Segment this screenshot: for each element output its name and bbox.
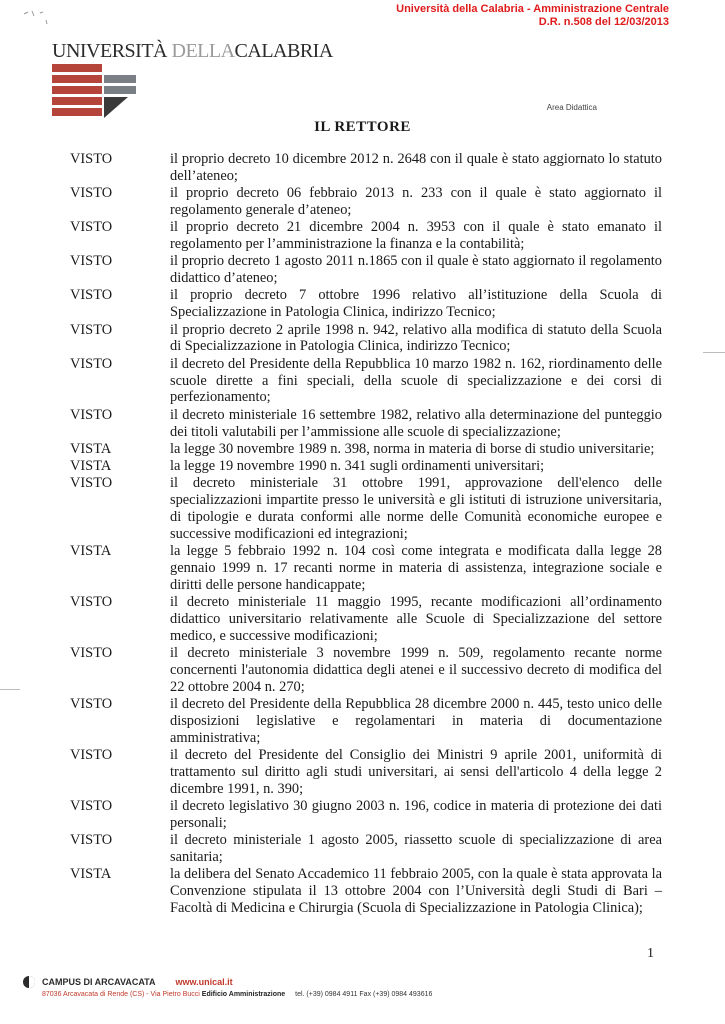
entry-text: la legge 19 novembre 1990 n. 341 sugli ordinamenti universitari; [170,457,545,474]
preamble-entry [70,458,662,475]
entry-text: il proprio decreto 06 febbraio 2013 n. 233 con il quale è stato aggiornato il regolamento generale d’ateneo; [170,185,662,219]
entry-text: il decreto del Presidente del Consiglio dei Ministri 9 aprile 2001, uniformità di trattamento sul diritto agli studi universitari, ai sensi dell'articolo 4 della legge 2 dicembre 1991, n. 390; [170,747,662,797]
entry-keyword: VISTA [70,440,112,457]
preamble-entry [70,441,662,458]
preamble-entry [70,543,662,594]
entry-text: la delibera del Senato Accademico 11 febbraio 2005, con la quale è stata approvata la Convenzione stipulata il 13 ottobre 2004 con l’Università degli Studi di Bari – Facoltà di Medicina e Chirurgia (Scuola di Specializzazione in Patologia Clinica); [170,866,662,917]
university-logo-icon [52,64,142,120]
entry-keyword: VISTO [70,287,113,304]
entry-text: il decreto ministeriale 31 ottobre 1991, approvazione dell'elenco delle specializzazioni impartite presso le università e gli istituti di istruzione universitaria, di tipologie e durata conformi alle norme delle Comunità economiche europee e successive modificazioni ed integrazioni; [170,475,662,542]
preamble-entry [70,253,662,287]
preamble-entry [70,356,662,407]
logo-bar-2 [52,75,102,83]
entry-keyword: VISTO [70,406,113,423]
entry-keyword: VISTO [70,151,113,167]
entry-text: il proprio decreto 2 aprile 1998 n. 942, relativo alla modifica di statuto della Scuola di Specializzazione in Patologia Clinica, indirizzo Tecnico; [170,321,662,355]
footer-campus: CAMPUS DI ARCAVACATA [42,977,156,987]
university-logo-text [52,40,333,63]
page-number: 1 [647,946,654,961]
document-title: IL RETTORE [314,119,411,135]
entry-keyword: VISTO [70,219,113,236]
entry-keyword: VISTA [70,457,112,474]
entry-keyword: VISTO [70,645,113,662]
preamble-entry [70,185,662,219]
entry-text: il proprio decreto 10 dicembre 2012 n. 2648 con il quale è stato aggiornato lo statuto dell’ateneo; [170,151,662,184]
entry-text: il proprio decreto 7 ottobre 1996 relativo all’istituzione della Scuola di Specializzazione in Patologia Clinica, indirizzo Tecnico; [170,287,662,321]
entry-keyword: VISTO [70,321,113,338]
preamble-entry [70,696,662,747]
logo-bar-1 [52,64,102,72]
entry-text: il decreto legislativo 30 giugno 2003 n. 196, codice in materia di protezione dei dati personali; [170,798,662,832]
entry-keyword: VISTA [70,866,112,883]
logo-word-universita: UNIVERSITÀ [52,40,167,62]
entry-keyword: VISTO [70,185,113,202]
right-edge-mark [703,352,725,353]
stamp-line-1: Università della Calabria - Amministrazione Centrale [396,3,669,15]
entry-keyword: VISTO [70,253,113,270]
entry-keyword: VISTA [70,543,112,560]
logo-grey-2 [104,86,136,94]
footer-phone: tel. (+39) 0984 4911 Fax (+39) 0984 493616 [295,991,433,998]
footer-url[interactable]: www.unical.it [175,977,233,987]
preamble-entry [70,287,662,321]
footer-building: Edificio Amministrazione [201,991,286,998]
preamble-entry [70,219,662,253]
stamp-line-2: D.R. n.508 del 12/03/2013 [538,16,669,28]
logo-word-della: DELLA [171,40,235,62]
logo-bar-3 [52,86,102,94]
entry-text: il decreto del Presidente della Repubblica 28 dicembre 2000 n. 445, testo unico delle disposizioni legislative e regolamentari in materia di documentazione amministrativa; [170,696,662,746]
entry-text: il decreto ministeriale 11 maggio 1995, recante modificazioni all’ordinamento didattico universitario relativamente alle Scuole di Specializzazione del settore medico, e successive modificazioni; [170,594,662,644]
preamble-entry [70,798,662,832]
preamble-entry [70,832,662,866]
footer-address: 87036 Arcavacata di Rende (CS) - Via Pietro Bucci [42,991,200,998]
preamble-list [70,151,662,917]
campus-logo-icon [22,975,36,989]
logo-arrow [104,97,128,118]
entry-text: il proprio decreto 1 agosto 2011 n.1865 con il quale è stato aggiornato il regolamento didattico d’ateneo; [170,253,662,287]
entry-text: la legge 30 novembre 1989 n. 398, norma in materia di borse di studio universitarie; [170,440,655,457]
preamble-entry [70,645,662,696]
logo-grey-1 [104,75,136,83]
preamble-entry [70,151,662,185]
footer [22,975,432,998]
left-edge-mark [0,689,20,690]
entry-keyword: VISTO [70,747,113,764]
preamble-entry [70,475,662,543]
preamble-entry [70,322,662,356]
entry-keyword: VISTO [70,798,113,815]
area-label: Area Didattica [546,103,597,112]
entry-keyword: VISTO [70,355,113,372]
preamble-entry [70,594,662,645]
entry-text: il decreto ministeriale 3 novembre 1999 n. 509, regolamento recante norme concernenti l'autonomia didattica degli atenei e il successivo decreto di modifica del 22 ottobre 2004 n. 270; [170,645,662,695]
logo-bar-5 [52,108,102,116]
entry-keyword: VISTO [70,594,113,611]
entry-text: il decreto ministeriale 1 agosto 2005, riassetto scuole di specializzazione di area sanitaria; [170,832,662,866]
entry-text: la legge 5 febbraio 1992 n. 104 così come integrata e modificata dalla legge 28 gennaio 1999 n. 17 recanti norme in materia di assistenza, integrazione sociale e diritti delle persone handicappate; [170,543,662,593]
preamble-entry [70,407,662,441]
protocol-stamp [396,3,669,29]
preamble-entry [70,866,662,917]
scan-mark-icon [22,8,50,26]
logo-word-calabria: CALABRIA [234,40,333,62]
entry-keyword: VISTO [70,696,113,713]
logo-bar-4 [52,97,102,105]
entry-text: il proprio decreto 21 dicembre 2004 n. 3953 con il quale è stato emanato il regolamento per l’amministrazione la finanza e la contabilità; [170,219,662,253]
entry-text: il decreto del Presidente della Repubblica 10 marzo 1982 n. 162, riordinamento delle scuole dirette a fini speciali, della scuole di specializzazione e dei corsi di perfezionamento; [170,355,662,406]
entry-keyword: VISTO [70,475,113,492]
entry-text: il decreto ministeriale 16 settembre 1982, relativo alla determinazione del punteggio dei titoli valutabili per l’ammissione alle scuole di specializzazione; [170,406,662,440]
entry-keyword: VISTO [70,832,113,849]
preamble-entry [70,747,662,798]
